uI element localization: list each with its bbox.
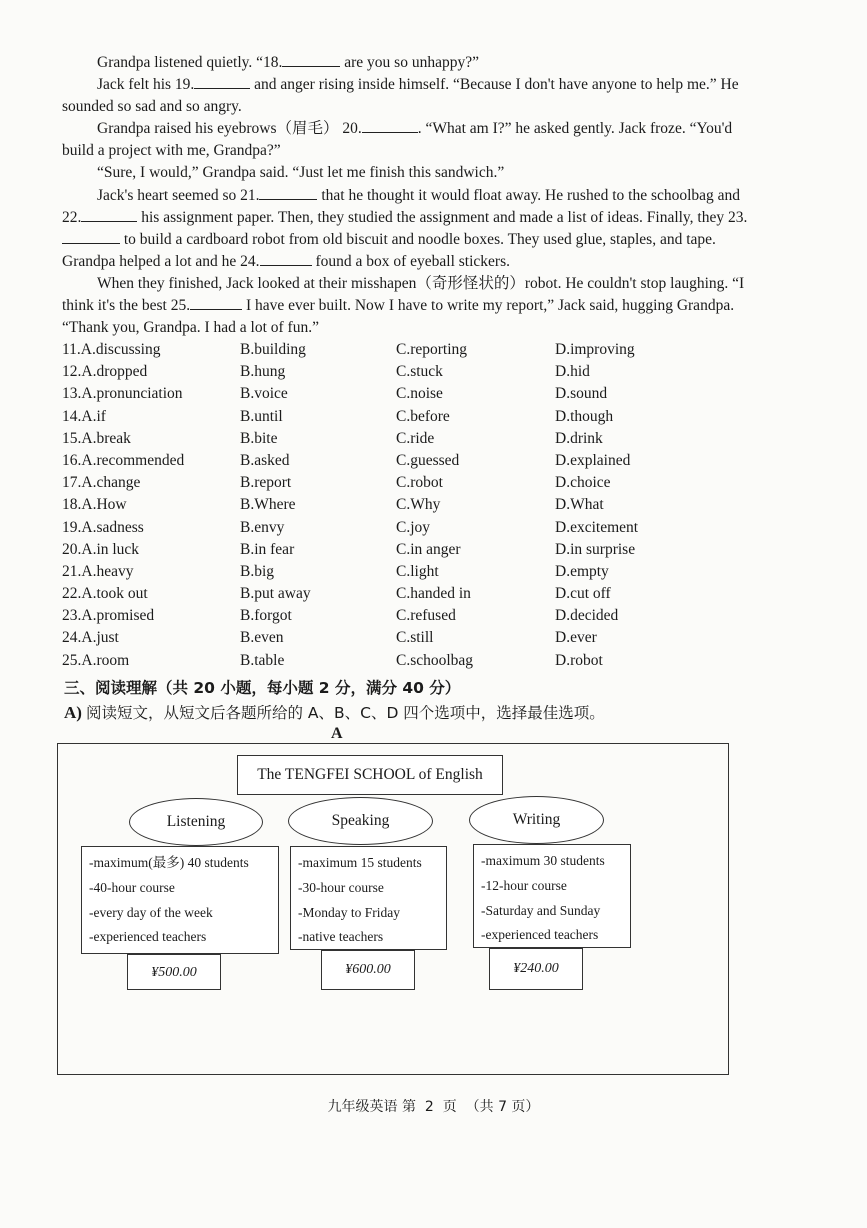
course-speaking-oval: Speaking [288, 797, 433, 845]
passage-label: A [331, 725, 343, 742]
answer-blank-18 [282, 52, 340, 67]
answer-blank-23 [62, 229, 120, 244]
paragraph: Grandpa listened quietly. “18. are you so unhappy?” [97, 54, 479, 71]
course-listening-oval: Listening [129, 798, 263, 846]
answer-blank-21 [259, 185, 317, 200]
exam-page: Grandpa listened quietly. “18. are you so unhappy?” Jack felt his 19. and anger rising inside himself. “Because I don't have anyone to help me.” He sounded so sad and so angry. Grandpa raised his eyebrows（眉毛） 20. . “What am I?” he asked gently. Jack froze. “You'd build a project with me, Grandpa?” “Sure, I would,” Grandpa said. “Just let me finish this sandwich.” Jack's heart seemed so 21. that he thought it would float away. He rushed to the schoolbag and 22. his assignment paper. Then, they studied the assignment and made a list of ideas. Finally, they 23. to build a cardboard robot from old biscuit and noodle boxes. They used glue, staples, and tape. Grandpa helped a lot and he 24. found a box of eyeball stickers. When they finished, Jack looked at their misshapen（奇形怪状的）robot. He couldn't stop laughing. “I think it's the best 25. I have ever built. Now I have to write my report,” Jack said, hugging Grandpa. “Thank you, Grandpa. I had a lot of fun.” 11.A.discussing B.building C.reporting D.improving 12.A.dropped B.hung C.stuck D.hid 13.A.pronunciation B.voice C.noise D.sound 14.A.if B.until C.before D.though 15.A.break B.bite C.ride D.drink 16.A.recommended B.asked C.guessed D.explained 17.A.change B.report C.robot D.choice 18.A.How B.Where C.Why D.What 19.A.sadness B.envy C.joy D.excitement 20.A.in luck B.in fear C.in anger D.in surprise 21.A.heavy B.big C.light D.empty 22.A.took out B.put away C.handed in D.cut off 23.A.promised B.forgot C.refused D.decided 24.A.just B.even C.still D.ever 25.A.room B.table C.schoolbag D.robot 三、阅读理解（共 20 小题，每小题 2 分，满分 40 分） A) 阅读短文，从短文后各题所给的 A、B、C、D 四个选项中，选择最佳选项。 A The TENGFEI SCHOOL of English Listening Speaking Writing -maximum(最多) 40 students -40-hour course -every day of the week -experienced teachers -maximum 15 students -30-hour course -Monday to Friday -native teachers -maximum 30 students -12-hour course -Saturday and Sunday -experienced teachers ¥500.00 ¥600.00 ¥240.00 九年级英语 第 2 页 （共 7 页） [0, 0, 867, 1228]
course-writing-oval: Writing [469, 796, 604, 844]
paragraph: When they finished, Jack looked at their misshapen（奇形怪状的）robot. He couldn't stop laughing. “I think it's the best 25. I have ever built. Now I have to write my report,” Jack said, hugging Grandpa. “Thank you, Grandpa. I had a lot of fun.” [62, 274, 745, 337]
cloze-passage [62, 52, 762, 339]
page-footer: 九年级英语 第 2 页 （共 7 页） [327, 1099, 540, 1115]
section-heading: 三、阅读理解（共 20 小题，每小题 2 分，满分 40 分） [64, 679, 461, 697]
section-instruction: A) 阅读短文，从短文后各题所给的 A、B、C、D 四个选项中，选择最佳选项。 [64, 703, 605, 722]
course-listening-price: ¥500.00 [127, 954, 221, 990]
answer-blank-25 [190, 295, 242, 310]
paragraph: Jack felt his 19. and anger rising inside himself. “Because I don't have anyone to help me.” He sounded so sad and so angry. [62, 76, 739, 116]
answer-blank-24 [260, 251, 312, 266]
school-title: The TENGFEI SCHOOL of English [237, 755, 503, 795]
paragraph: Jack's heart seemed so 21. that he thought it would float away. He rushed to the schoolbag and 22. his assignment paper. Then, they studied the assignment and made a list of ideas. Finally, they 23. to build a cardboard robot from old biscuit and noodle boxes. They used glue, staples, and tape. Grandpa helped a lot and he 24. found a box of eyeball stickers. [62, 186, 748, 270]
paragraph: Grandpa raised his eyebrows（眉毛） 20. . “What am I?” he asked gently. Jack froze. “You'd build a project with me, Grandpa?” [62, 120, 733, 160]
answer-blank-19 [194, 74, 250, 89]
paragraph: “Sure, I would,” Grandpa said. “Just let me finish this sandwich.” [97, 164, 505, 182]
course-writing-details: -maximum 30 students -12-hour course -Saturday and Sunday -experienced teachers [473, 844, 631, 948]
part-letter: A) [64, 703, 82, 722]
course-listening-details: -maximum(最多) 40 students -40-hour course -every day of the week -experienced teachers [81, 846, 279, 954]
course-speaking-price: ¥600.00 [321, 950, 415, 990]
course-speaking-details: -maximum 15 students -30-hour course -Monday to Friday -native teachers [290, 846, 447, 950]
course-writing-price: ¥240.00 [489, 948, 583, 990]
answer-blank-20 [362, 118, 418, 133]
answer-blank-22 [81, 207, 137, 222]
